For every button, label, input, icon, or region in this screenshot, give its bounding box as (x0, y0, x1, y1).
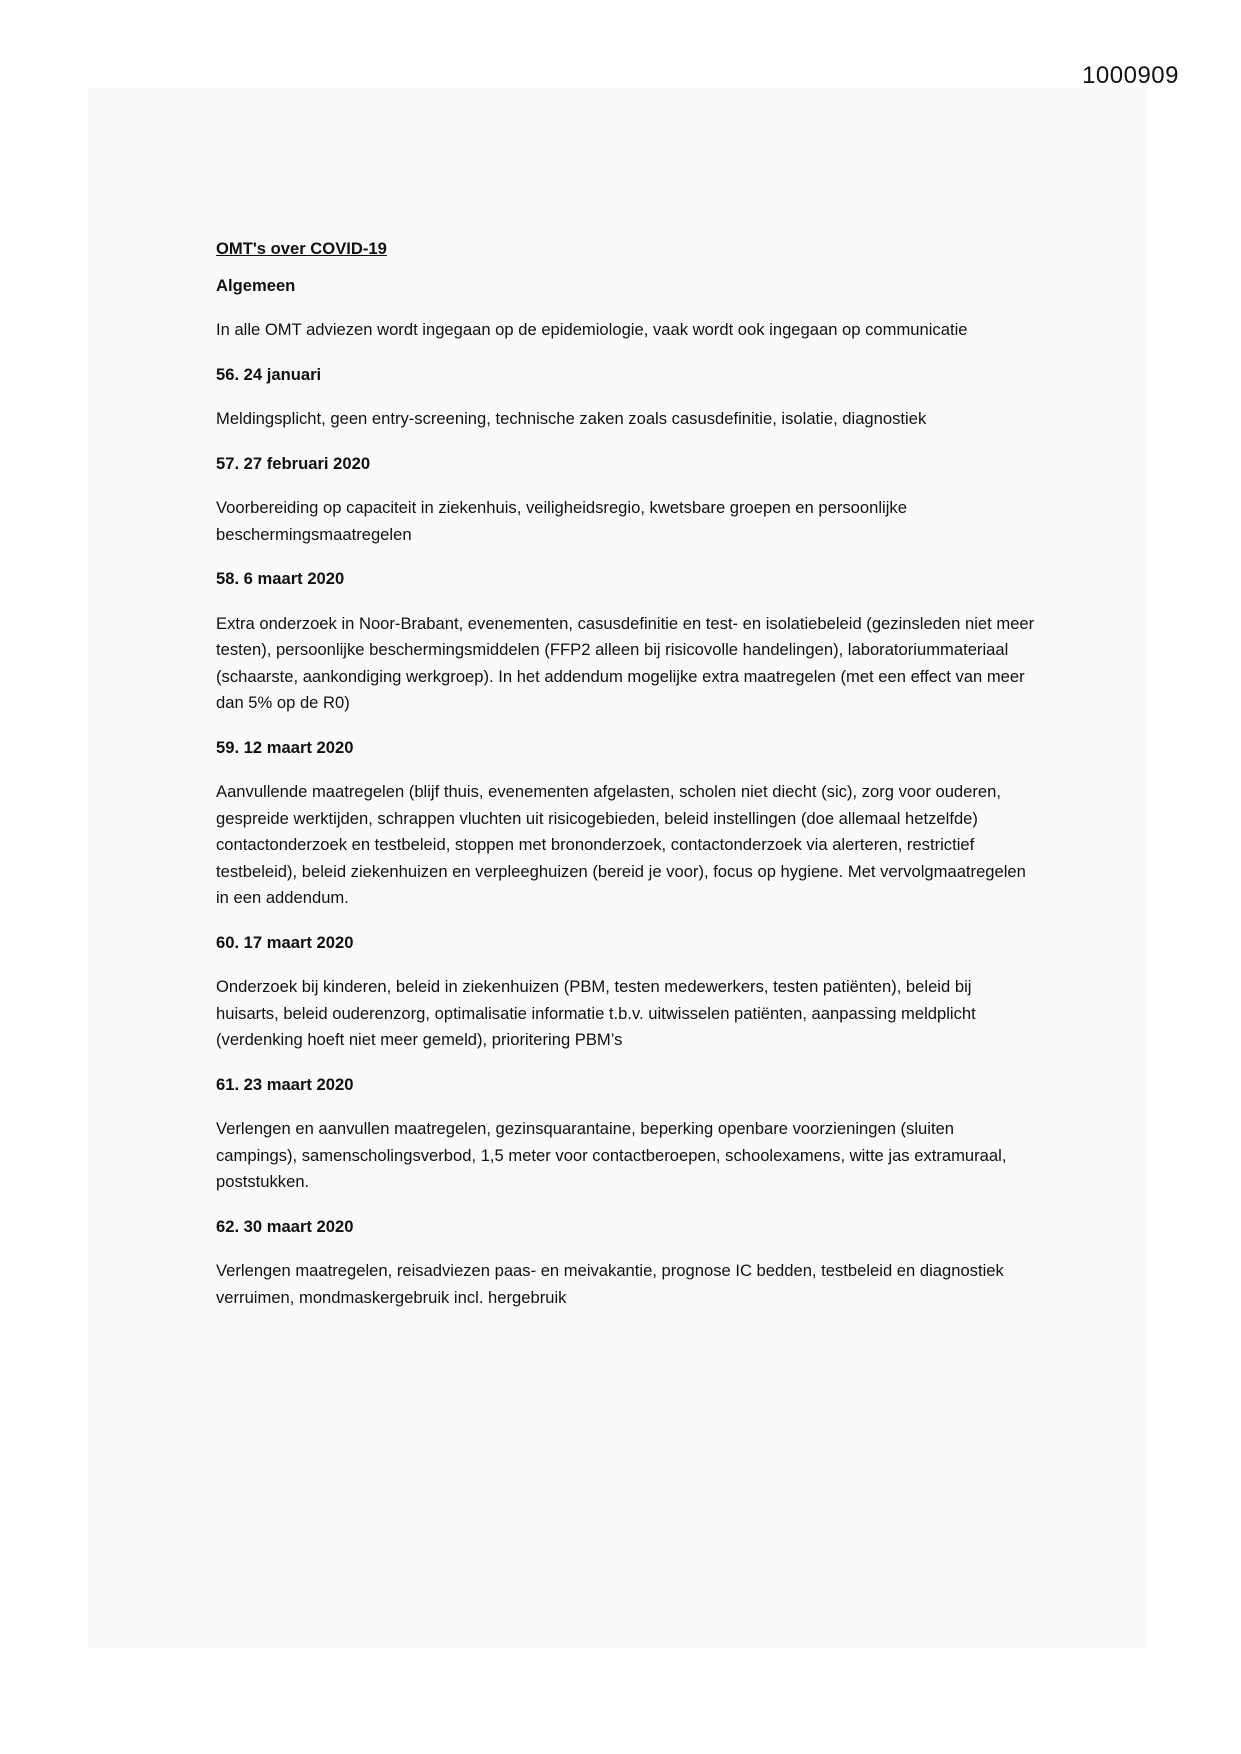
document-title: OMT's over COVID-19 (216, 239, 387, 258)
section-60 (216, 930, 1036, 1054)
document-body (216, 236, 1036, 1329)
section-text: Meldingsplicht, geen entry-screening, technische zaken zoals casusdefinitie, isolatie, diagnostiek (216, 409, 927, 428)
section-56 (216, 362, 1036, 433)
section-heading: 59. 12 maart 2020 (216, 737, 354, 757)
section-text: Voorbereiding op capaciteit in ziekenhuis, veiligheidsregio, kwetsbare groepen en persoonlijke beschermingsmaatregelen (216, 498, 907, 544)
section-general (216, 273, 1036, 344)
section-heading: 61. 23 maart 2020 (216, 1074, 354, 1094)
section-57 (216, 451, 1036, 549)
document-id: 1000909 (1082, 62, 1179, 89)
section-59 (216, 735, 1036, 912)
section-heading: Algemeen (216, 275, 296, 295)
section-text: Extra onderzoek in Noor-Brabant, evenementen, casusdefinitie en test- en isolatiebeleid (gezinsleden niet meer testen), persoonlijke beschermingsmiddelen (FFP2 alleen bij risicovolle handelingen), laboratoriummateriaal (schaarste, aankondiging werkgroep). In het addendum mogelijke extra maatregelen (met een effect van meer dan 5% op de R0) (216, 613, 1035, 712)
section-text: Onderzoek bij kinderen, beleid in ziekenhuizen (PBM, testen medewerkers, testen patiënten), beleid bij huisarts, beleid ouderenzorg, optimalisatie informatie t.b.v. uitwisselen patiënten, aanpassing meldplicht (verdenking hoeft niet meer gemeld), prioritering PBM’s (216, 977, 976, 1049)
section-text: In alle OMT adviezen wordt ingegaan op de epidemiologie, vaak wordt ook ingegaan op communicatie (216, 320, 968, 339)
section-heading: 58. 6 maart 2020 (216, 569, 345, 588)
section-heading: 62. 30 maart 2020 (216, 1216, 354, 1236)
section-58 (216, 566, 1036, 717)
section-heading: 56. 24 januari (216, 364, 322, 384)
section-text: Verlengen en aanvullen maatregelen, gezinsquarantaine, beperking openbare voorzieningen (sluiten campings), samenscholingsverbod, 1,5 meter voor contactberoepen, schoolexamens, witte jas extramuraal, poststukken. (216, 1119, 1007, 1191)
section-heading: 60. 17 maart 2020 (216, 932, 354, 952)
section-62 (216, 1214, 1036, 1312)
section-61 (216, 1072, 1036, 1196)
section-text: Aanvullende maatregelen (blijf thuis, evenementen afgelasten, scholen niet diecht (sic), zorg voor ouderen, gespreide werktijden, schrappen vluchten uit risicogebieden, beleid instellingen (doe allemaal hetzelfde) contactonderzoek en testbeleid, stoppen met brononderzoek, contactonderzoek via alerteren, restrictief testbeleid), beleid ziekenhuizen en verpleeghuizen (bereid je voor), focus op hygiene. Met vervolgmaatregelen in een addendum. (216, 782, 1026, 907)
section-text: Verlengen maatregelen, reisadviezen paas- en meivakantie, prognose IC bedden, testbeleid en diagnostiek verruimen, mondmaskergebruik incl. hergebruik (216, 1261, 1004, 1307)
section-heading: 57. 27 februari 2020 (216, 453, 371, 473)
